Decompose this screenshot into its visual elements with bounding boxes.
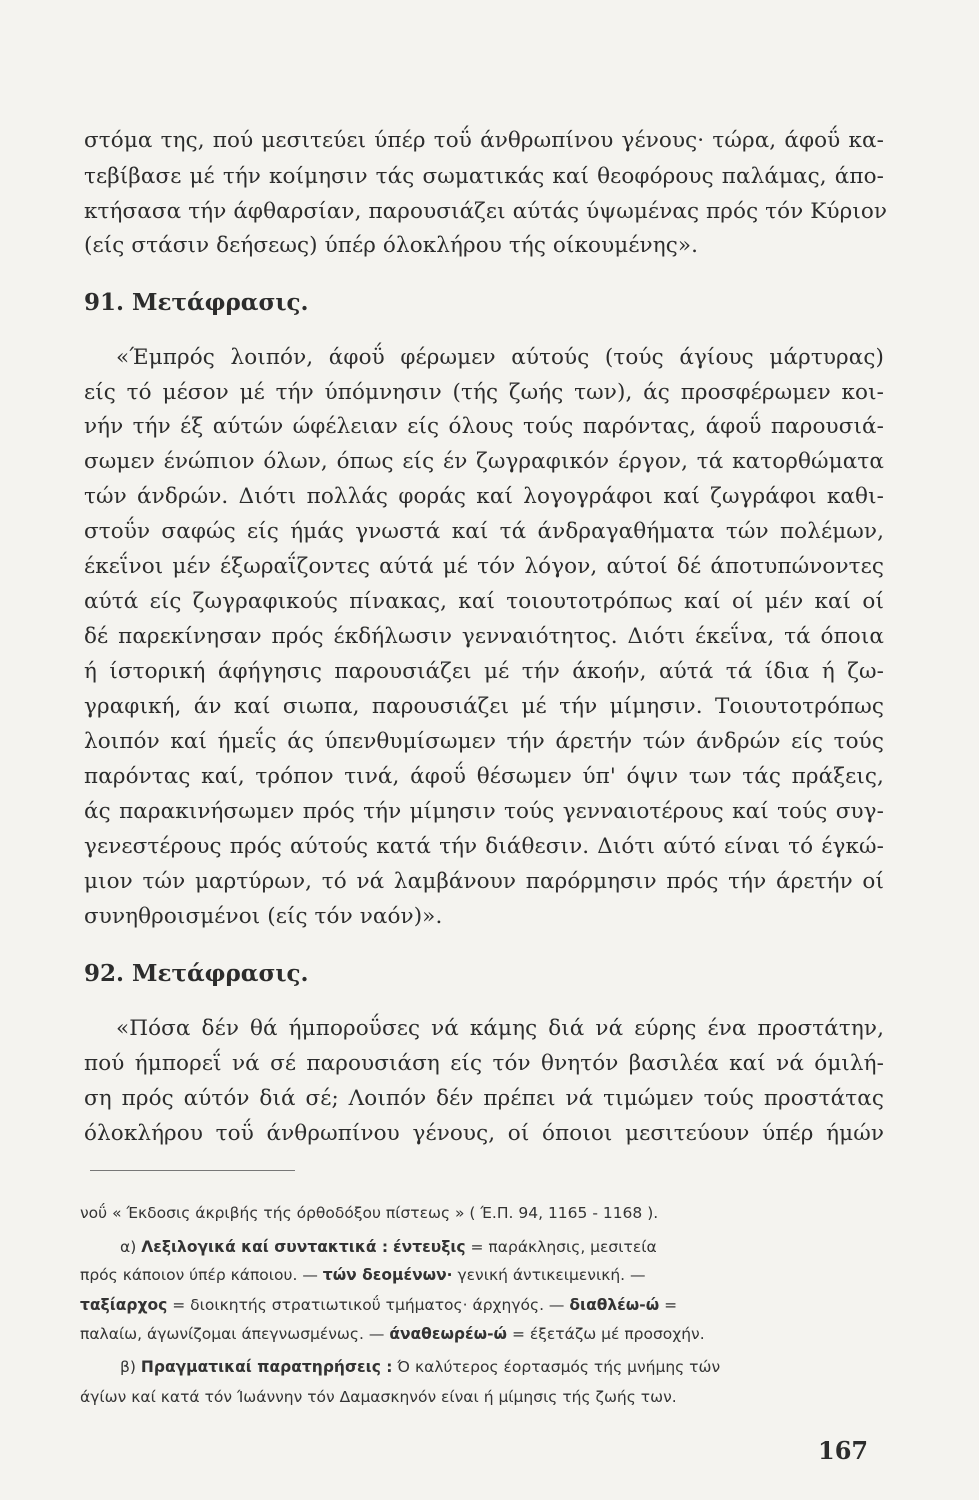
text-line: λοιπόν καί ήμεΐς άς ύπενθυμίσωμεν τήν άρετήν τών άνδρών είς τούς — [84, 729, 884, 754]
text-line: πού ήμπορεΐ νά σέ παρουσιάση είς τόν θνητόν βασιλέα καί νά όμιλή- — [84, 1051, 884, 1076]
text-line: τών άνδρών. Διότι πολλάς φοράς καί λογογράφοι καί ζωγράφοι καθι- — [84, 484, 884, 509]
footnote-bold: Λεξιλογικά καί συντακτικά : — [141, 1238, 389, 1256]
footnote-text: = παράκλησις, μεσιτεία — [470, 1238, 657, 1256]
text-line: παρόντας καί, τρόπον τινά, άφοΰ θέσωμεν ύπ' όψιν των τάς πράξεις, — [84, 764, 884, 789]
footnote-text: Ό καλύτερος έορτασμός τής μνήμης τών — [397, 1358, 721, 1376]
footnote-line — [80, 1325, 880, 1343]
text-line: τεβίβασε μέ τήν κοίμησιν τάς σωματικάς καί θεοφόρους παλάμας, άπο- — [84, 164, 884, 189]
text-line: συνηθροισμένοι (είς τόν ναόν)». — [84, 904, 443, 929]
text-line: «Πόσα δέν θά ήμποροΰσες νά κάμης διά νά εύρης ένα προστάτην, — [116, 1016, 884, 1041]
footnote-text: πρός — [80, 1266, 118, 1284]
text-line: ή ίστορική άφήγησις παρουσιάζει μέ τήν άκοήν, αύτά τά ίδια ή ζω- — [84, 659, 884, 684]
text-line: στόμα της, πού μεσιτεύει ύπέρ τοΰ άνθρωπίνου γένους· τώρα, άφοΰ κα- — [84, 128, 884, 153]
text-line: νήν τήν έξ αύτών ώφέλειαν είς όλους τούς παρόντας, άφοΰ παρουσιά- — [84, 414, 884, 439]
text-line: γενεστέρους πρός αύτούς κατά τήν διάθεσιν. Διότι αύτό είναι τό έγκώ- — [84, 834, 884, 859]
footnote-line — [80, 1296, 880, 1314]
footnote-line — [80, 1204, 880, 1222]
text-line: σωμεν ένώπιον όλων, όπως είς έν ζωγραφικόν έργον, τά κατορθώματα — [84, 449, 884, 474]
footnote-text: « Έκδοσις άκριβής τής όρθοδόξου πίστεως » ( Έ.Π. 94, 1165 - 1168 ). — [112, 1204, 659, 1222]
footnote-separator — [90, 1170, 295, 1171]
footnote-text: = έξετάζω μέ προσοχήν. — [511, 1325, 705, 1343]
footnote-text: καί κατά τόν Ίωάννην τόν Δαμασκηνόν είναι ή μίμησις τής ζωής των. — [131, 1388, 677, 1406]
footnote-text: γενική άντικειμενική. — — [457, 1266, 646, 1284]
text-line: έκεΐνοι μέν έξωραΐζοντες αύτά μέ τόν λόγον, αύτοί δέ άποτυπώνοντες — [84, 554, 884, 579]
page-number: 167 — [818, 1436, 869, 1465]
footnote-label: α) — [120, 1238, 137, 1256]
footnote-label: β) — [120, 1358, 136, 1376]
text-line: αύτά είς ζωγραφικούς πίνακας, καί τοιουτοτρόπως καί οί μέν καί οί — [84, 589, 884, 614]
footnote-bold: άναθεωρέω-ώ — [389, 1325, 508, 1343]
section-heading: 91. Μετάφρασις. — [84, 289, 309, 316]
text-line: κτήσασα τήν άφθαρσίαν, παρουσιάζει αύτάς ύψωμένας πρός τόν Κύριον — [84, 199, 888, 224]
footnote-bold: τών δεομένων· — [322, 1266, 453, 1284]
text-line: ση πρός αύτόν διά σέ; Λοιπόν δέν πρέπει νά τιμώμεν τούς προστάτας — [84, 1086, 884, 1111]
text-line: άς παρακινήσωμεν πρός τήν μίμησιν τούς γενναιοτέρους καί τούς συγ- — [84, 799, 884, 824]
text-line: στοΰν σαφώς είς ήμάς γνωστά καί τά άνδραγαθήματα τών πολέμων, — [84, 519, 884, 544]
text-line: όλοκλήρου τοΰ άνθρωπίνου γένους, οί όποιοι μεσιτεύουν ύπέρ ήμών — [84, 1121, 884, 1146]
text-line: μιον τών μαρτύρων, τό νά λαμβάνουν παρόρμησιν πρός τήν άρετήν οί — [84, 869, 884, 894]
footnote-bold: ταξίαρχος — [80, 1296, 168, 1314]
footnote-text: κάποιον ύπέρ κάποιου. — — [122, 1266, 318, 1284]
footnote-text: άγωνίζομαι άπεγνωσμένως. — — [147, 1325, 385, 1343]
footnote-line — [120, 1238, 880, 1256]
footnote-text: = διοικητής στρατιωτικοΰ τμήματος· άρχηγός. — — [172, 1296, 565, 1314]
footnote-text: = — [664, 1296, 678, 1314]
footnote-line — [120, 1358, 880, 1376]
text-line: δέ παρεκίνησαν πρός έκδήλωσιν γενναιότητος. Διότι έκεΐνα, τά όποια — [84, 624, 884, 649]
footnote-line — [80, 1388, 880, 1406]
footnote-text: παλαίω, — [80, 1325, 143, 1343]
footnote-bold: Πραγματικαί παρατηρήσεις : — [140, 1358, 393, 1376]
footnote-bold: έντευξις — [393, 1238, 466, 1256]
footnote-bold: διαθλέω-ώ — [569, 1296, 660, 1314]
section-heading: 92. Μετάφρασις. — [84, 960, 309, 987]
text-line: (είς στάσιν δεήσεως) ύπέρ όλοκλήρου τής οίκουμένης». — [84, 233, 699, 258]
text-line: «Έμπρός λοιπόν, άφοΰ φέρωμεν αύτούς (τούς άγίους μάρτυρας) — [116, 345, 884, 370]
text-line: είς τό μέσον μέ τήν ύπόμνησιν (τής ζωής των), άς προσφέρωμεν κοι- — [84, 380, 884, 405]
text-line: γραφική, άν καί σιωπα, παρουσιάζει μέ τήν μίμησιν. Τοιουτοτρόπως — [84, 694, 884, 719]
footnote-text: άγίων — [80, 1388, 127, 1406]
footnote-text: νοΰ — [80, 1204, 108, 1222]
footnote-line — [80, 1266, 880, 1284]
